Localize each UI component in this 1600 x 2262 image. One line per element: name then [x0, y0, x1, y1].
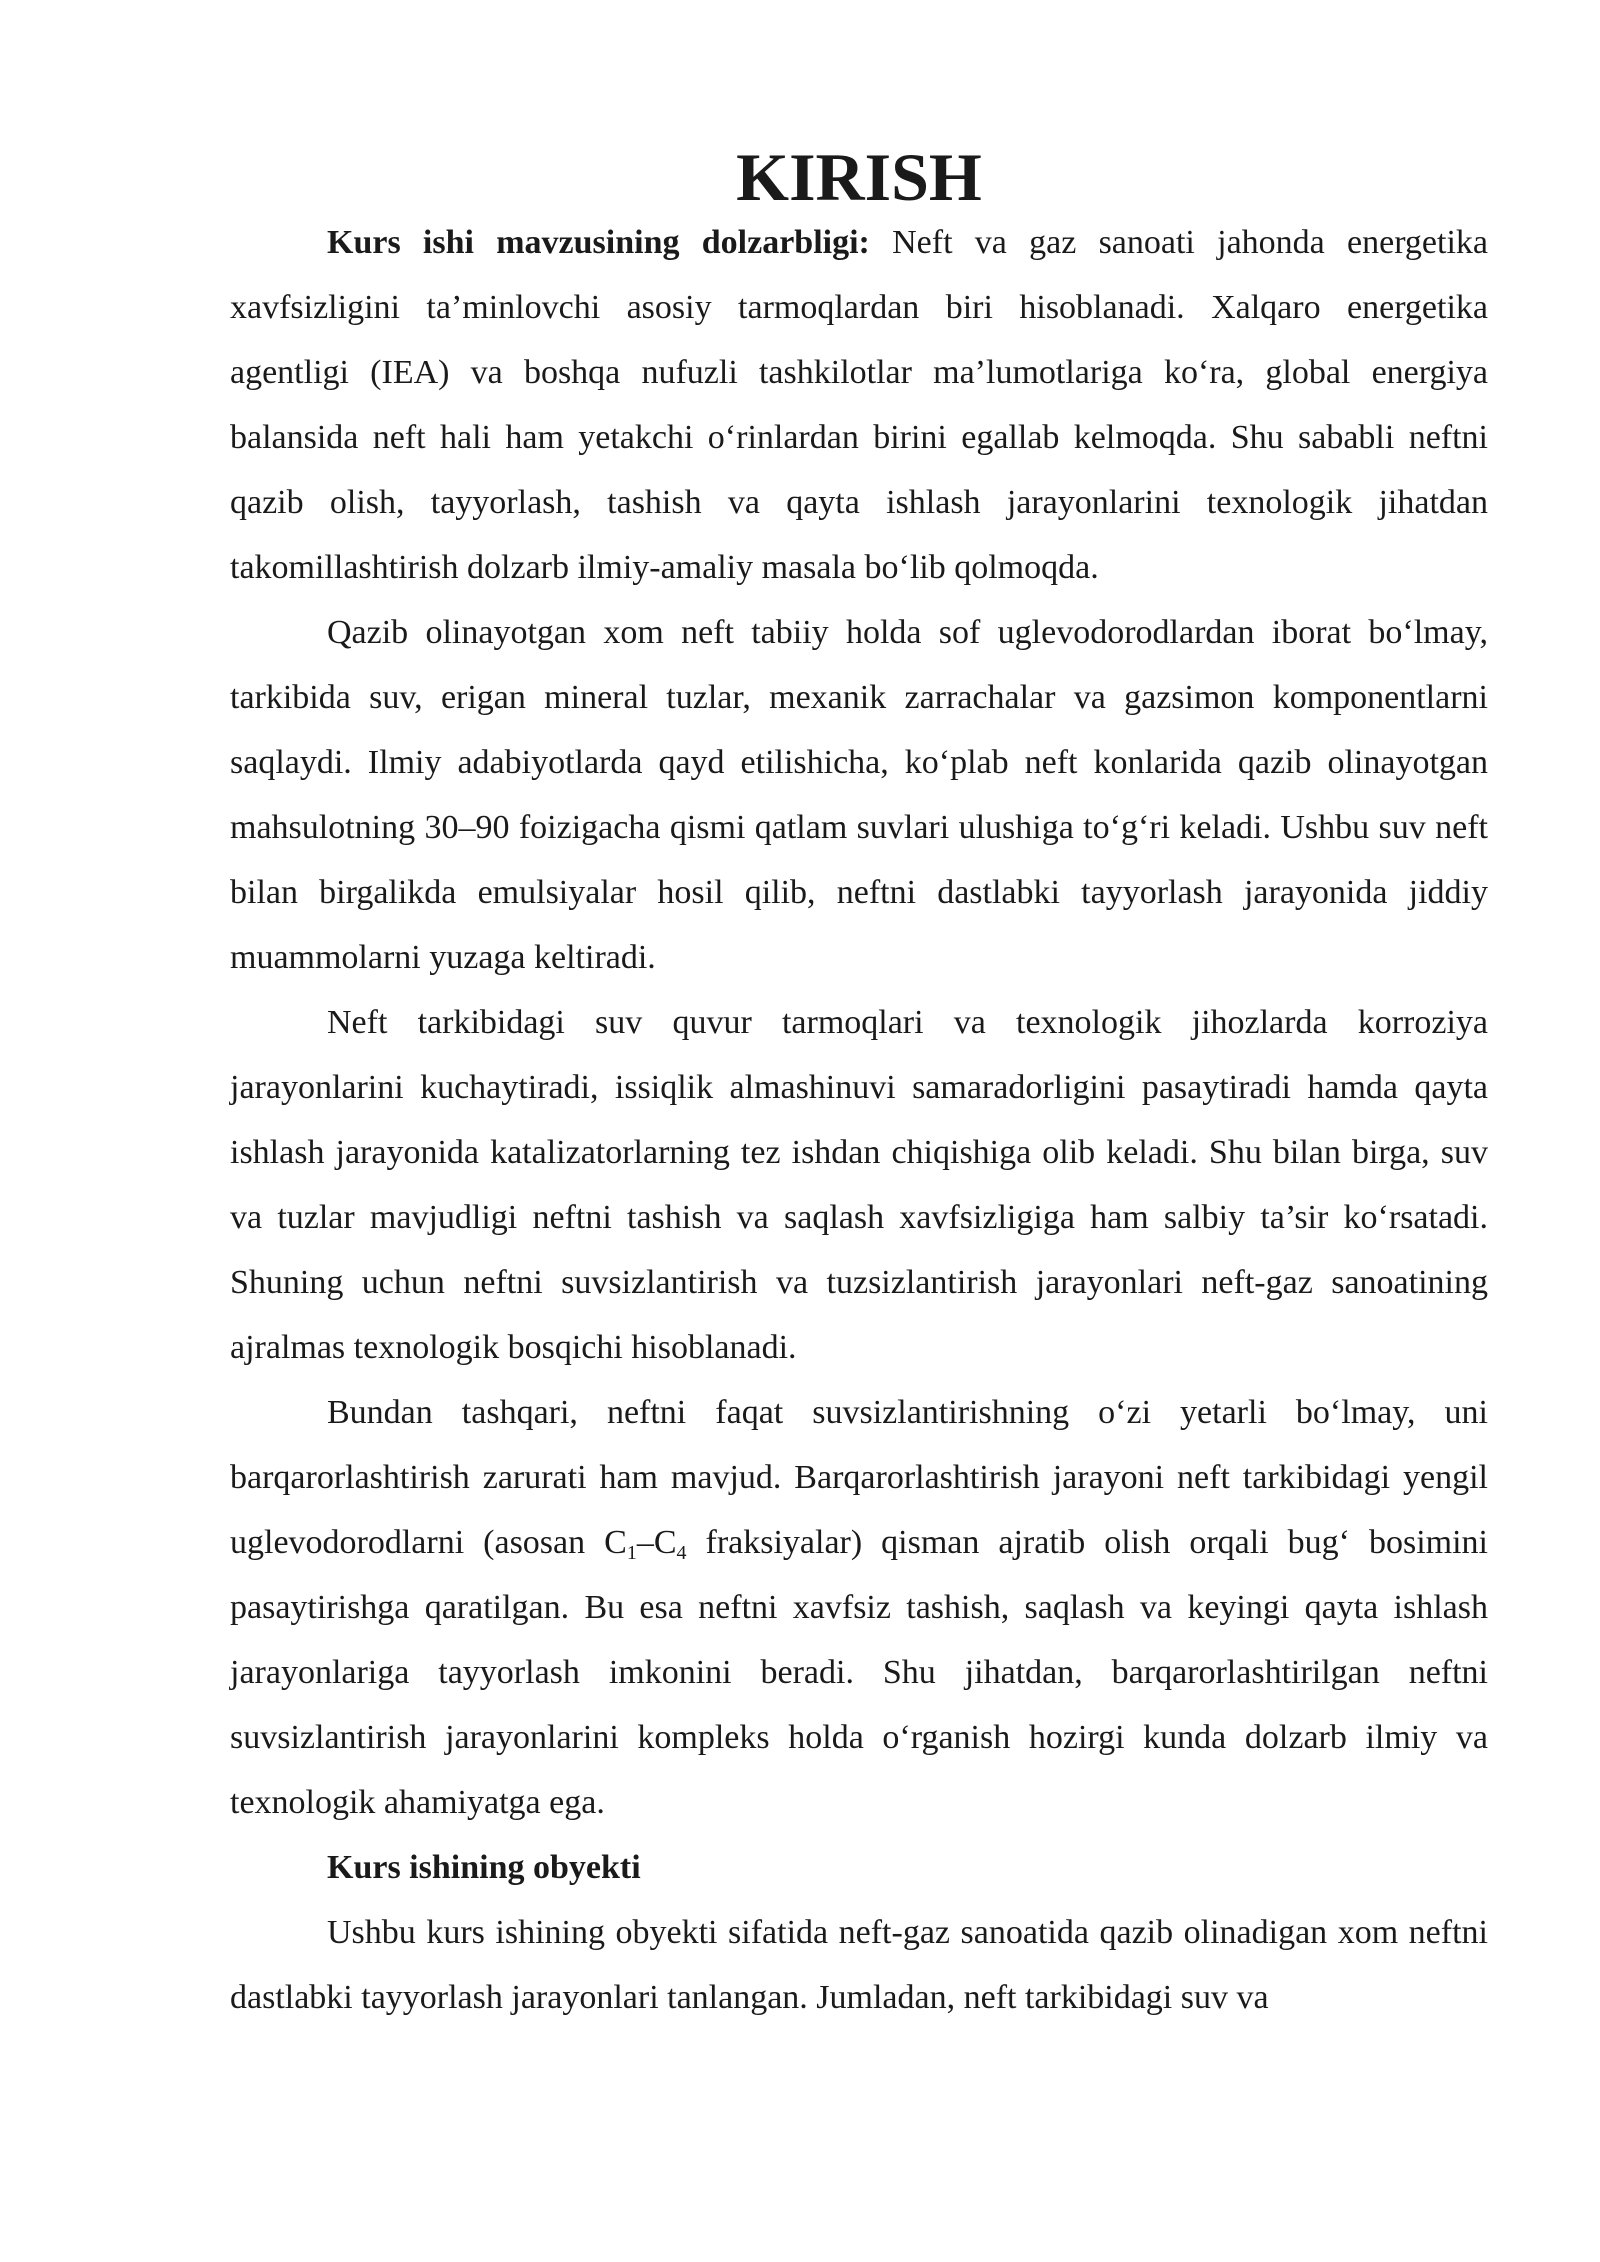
stabilization-text-after: fraksiyalar) qisman ajratib olish orqali bug‘ bosimini pasaytirishga qaratilgan. Bu esa neftni xavfsiz tashish, saqlash va keyingi qayta ishlash jarayonlariga tayyorlash imkonini beradi. Shu jihatdan, barqarorlashtirilgan neftni suvsizlantirish jarayonlarini kompleks holda o‘rganish hozirgi kunda dolzarb ilmiy va texnologik ahamiyatga ega.: [230, 1524, 1488, 1821]
stabilization-text-before: Bundan tashqari, neftni faqat suvsizlantirishning o‘zi yetarli bo‘lmay, uni barqarorlashtirish zarurati ham mavjud. Barqarorlashtirish jarayoni neft tarkibidagi yengil uglevodorodlarni (asosan C: [230, 1394, 1488, 1561]
relevance-text: Neft va gaz sanoati jahonda energetika xavfsizligini ta’minlovchi asosiy tarmoqlardan biri hisoblanadi. Xalqaro energetika agentligi (IEA) va boshqa nufuzli tashkilotlar ma’lumotlariga ko‘ra, global energiya balansida neft hali ham yetakchi o‘rinlardan birini egallab kelmoqda. Shu sababli neftni qazib olish, tayyorlash, tashish va qayta ishlash jarayonlarini texnologik jihatdan takomillashtirish dolzarb ilmiy-amaliy masala bo‘lib qolmoqda.: [230, 224, 1488, 586]
stabilization-text-mid: –C: [636, 1524, 677, 1561]
section-heading-object: Kurs ishining obyekti: [327, 1849, 641, 1886]
document-page: [230, 139, 1488, 2030]
subscript-4: 4: [676, 1542, 687, 1564]
relevance-lead: Kurs ishi mavzusining dolzarbligi:: [327, 224, 870, 261]
page-title: KIRISH: [736, 139, 982, 215]
paragraph-object: Ushbu kurs ishining obyekti sifatida neft-gaz sanoatida qazib olinadigan xom neftni dastlabki tayyorlash jarayonlari tanlangan. Jumladan, neft tarkibidagi suv va: [230, 1914, 1488, 2016]
subscript-1: 1: [626, 1542, 637, 1564]
paragraph-crude-composition: Qazib olinayotgan xom neft tabiiy holda sof uglevodorodlardan iborat bo‘lmay, tarkibida suv, erigan mineral tuzlar, mexanik zarrachalar va gazsimon komponentlarni saqlaydi. Ilmiy adabiyotlarda qayd etilishicha, ko‘plab neft konlarida qazib olinayotgan mahsulotning 30–90 foizigacha qismi qatlam suvlari ulushiga to‘g‘ri keladi. Ushbu suv neft bilan birgalikda emulsiyalar hosil qilib, neftni dastlabki tayyorlash jarayonida jiddiy muammolarni yuzaga keltiradi.: [230, 614, 1488, 976]
paragraph-water-effects: Neft tarkibidagi suv quvur tarmoqlari va texnologik jihozlarda korroziya jarayonlarini kuchaytiradi, issiqlik almashinuvi samaradorligini pasaytiradi hamda qayta ishlash jarayonida katalizatorlarning tez ishdan chiqishiga olib keladi. Shu bilan birga, suv va tuzlar mavjudligi neftni tashish va saqlash xavfsizligiga ham salbiy ta’sir ko‘rsatadi. Shuning uchun neftni suvsizlantirish va tuzsizlantirish jarayonlari neft-gaz sanoatining ajralmas texnologik bosqichi hisoblanadi.: [230, 1004, 1488, 1366]
paragraph-relevance: [230, 210, 1488, 600]
paragraph-stabilization: [230, 1380, 1488, 1835]
